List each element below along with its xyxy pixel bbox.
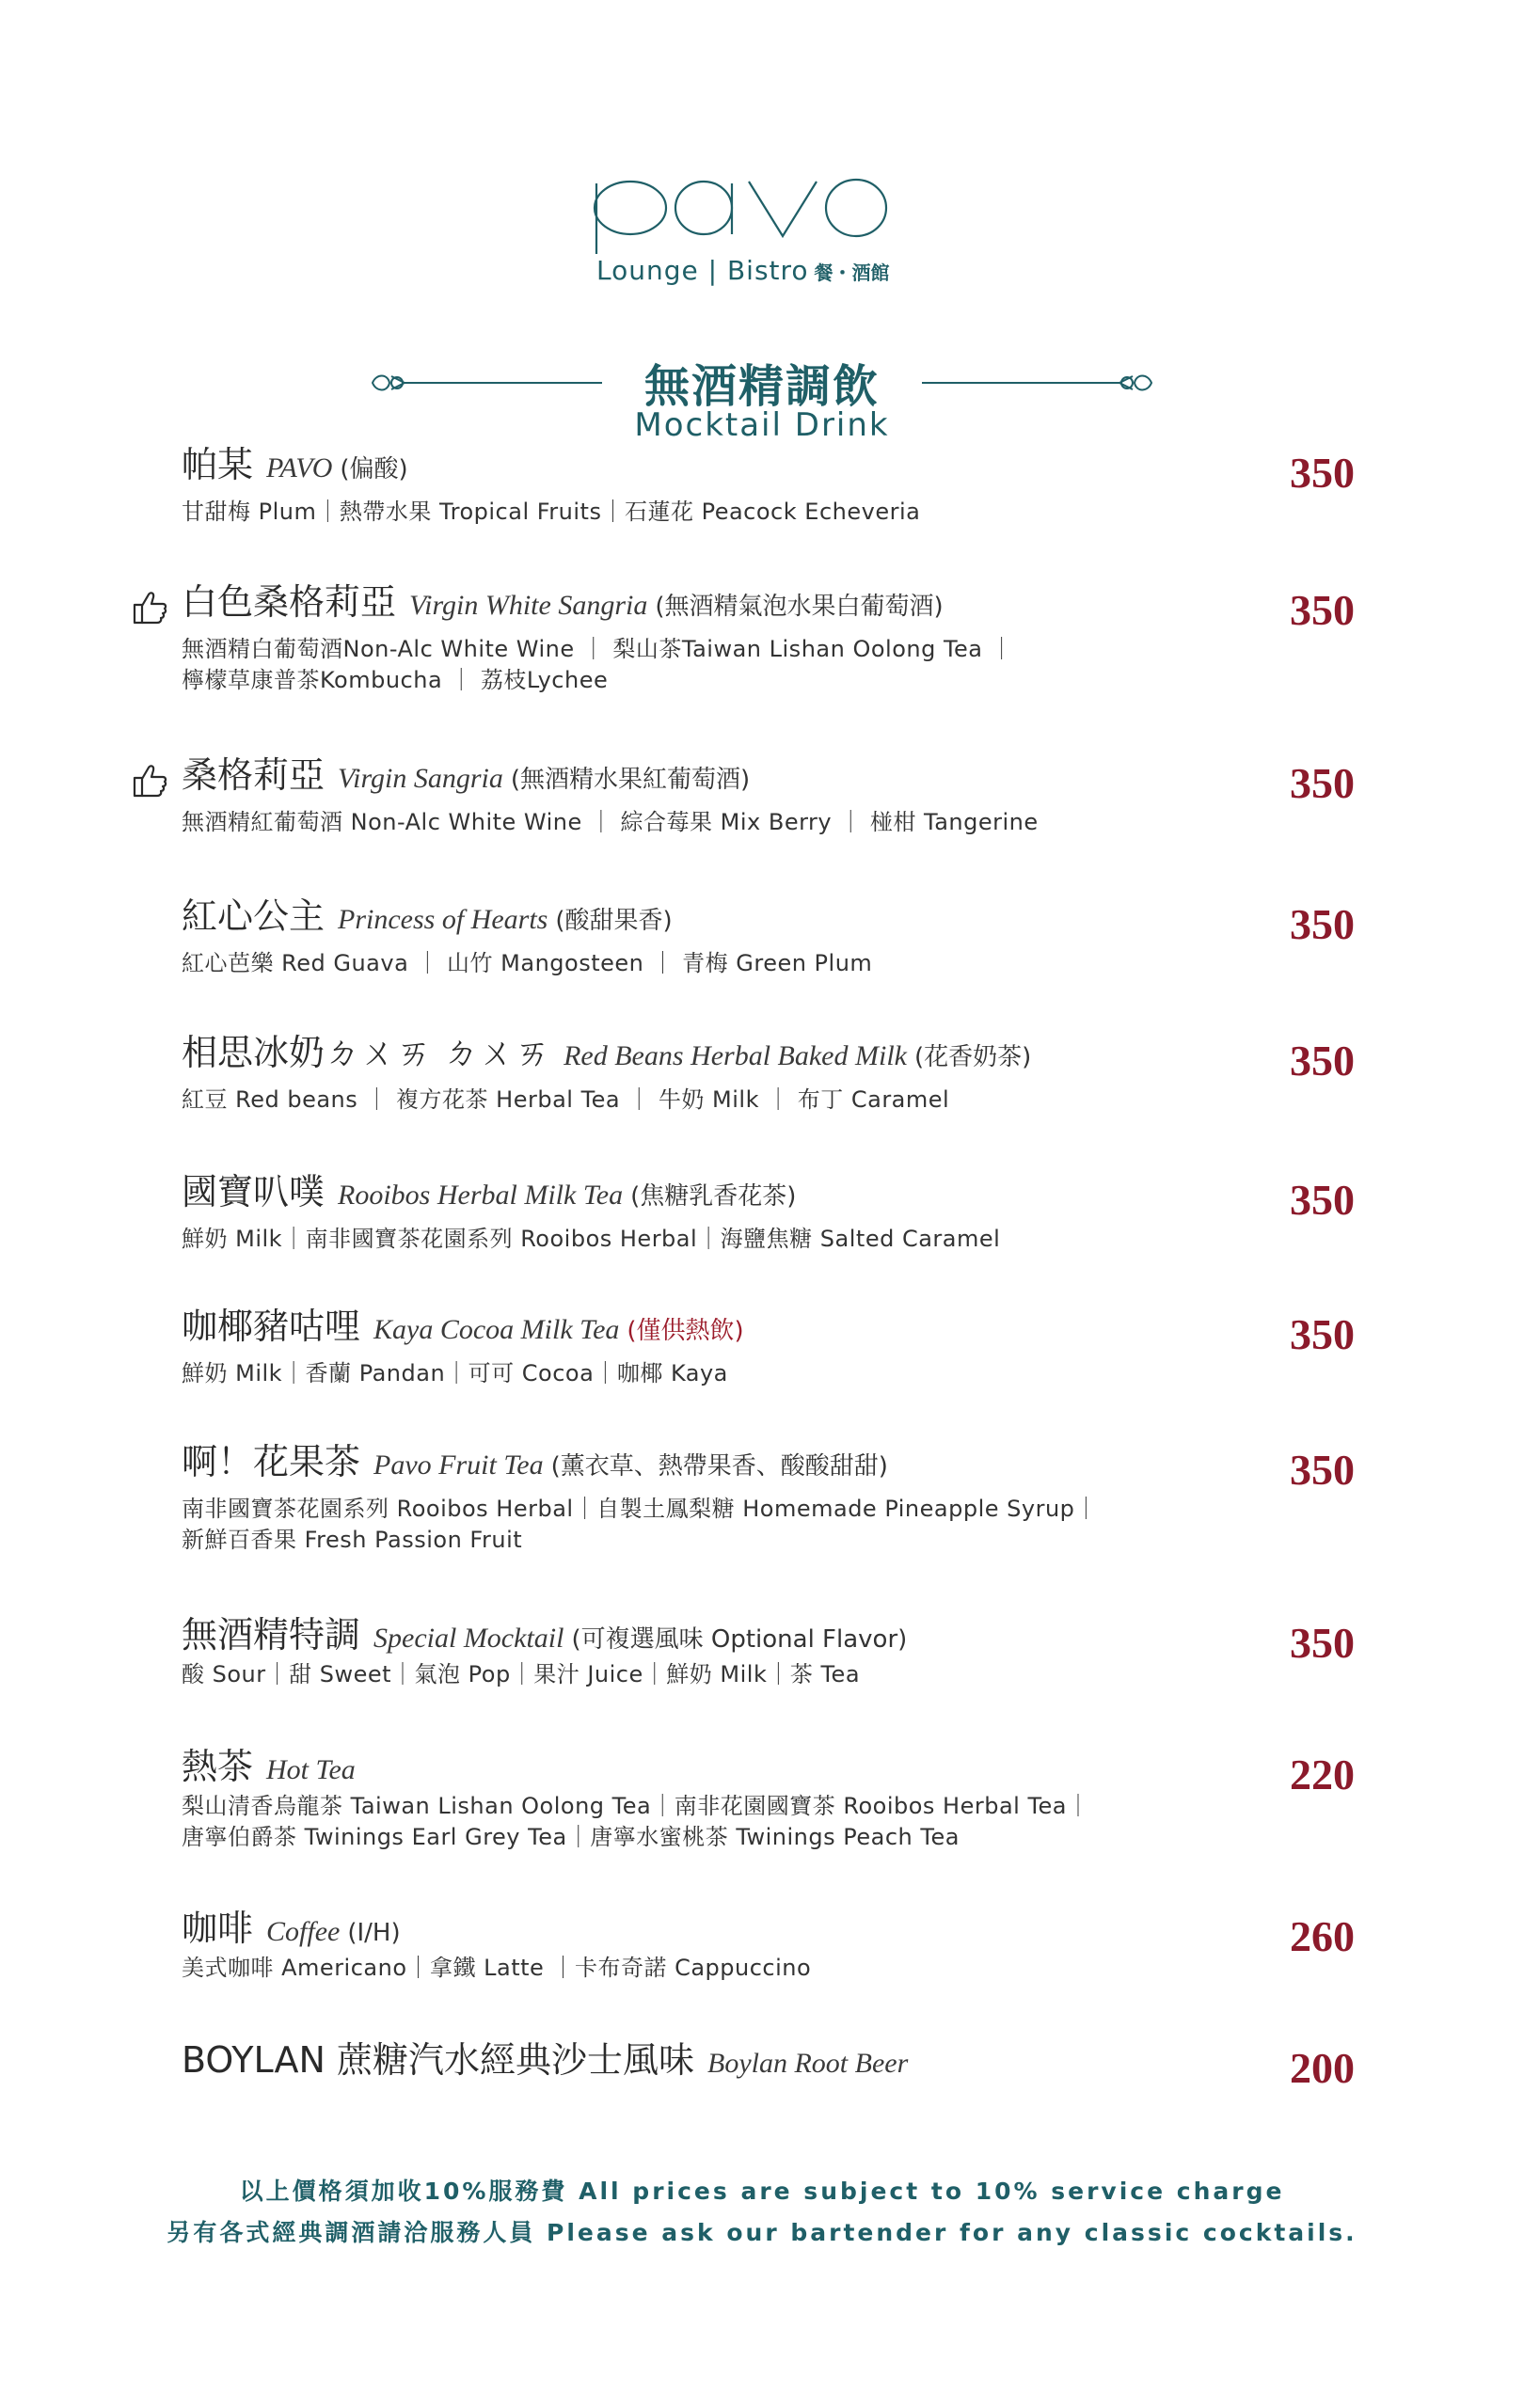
item-name-zh: 咖椰豬咕哩 bbox=[182, 1306, 361, 1347]
item-note: (偏酸) bbox=[340, 455, 408, 483]
item-description bbox=[182, 807, 1039, 838]
item-name-en: Virgin White Sangria bbox=[409, 590, 648, 621]
item-note: (可複選風味 Optional Flavor) bbox=[571, 1625, 908, 1654]
item-name-en: Special Mocktail bbox=[373, 1623, 564, 1654]
item-description bbox=[182, 1953, 811, 1984]
item-description bbox=[182, 948, 872, 979]
item-price: 350 bbox=[1290, 449, 1355, 497]
item-name-en: Kaya Cocoa Milk Tea bbox=[373, 1314, 620, 1345]
item-description-line: 新鮮百香果 Fresh Passion Fruit bbox=[182, 1527, 523, 1553]
item-name-zh: 紅心公主 bbox=[182, 895, 325, 937]
item-price: 200 bbox=[1290, 2044, 1355, 2092]
item-price: 350 bbox=[1290, 586, 1355, 634]
thumbs-up-icon bbox=[132, 762, 169, 800]
item-name bbox=[182, 1441, 888, 1487]
item-price: 350 bbox=[1290, 1619, 1355, 1667]
item-note: (I/H) bbox=[347, 1919, 401, 1947]
item-name bbox=[182, 1306, 744, 1352]
item-name-zh: 國寶叭噗 bbox=[182, 1171, 325, 1212]
thumbs-up-icon bbox=[132, 589, 169, 626]
item-name-zh: 白色桑格莉亞 bbox=[182, 581, 397, 623]
item-name-en: Hot Tea bbox=[266, 1754, 356, 1785]
item-name-en: Rooibos Herbal Milk Tea bbox=[338, 1180, 624, 1211]
item-description-line: 檸檬草康普茶Kombucha ｜ 荔枝Lychee bbox=[182, 667, 609, 693]
logo-subtitle-zh: 餐・酒館 bbox=[814, 261, 890, 284]
item-description-line: 鮮奶 Milk｜香蘭 Pandan｜可可 Cocoa｜咖椰 Kaya bbox=[182, 1360, 728, 1386]
item-description-line: 鮮奶 Milk｜南非國寶茶花園系列 Rooibos Herbal｜海鹽焦糖 Salted Caramel bbox=[182, 1226, 1001, 1252]
item-name-en: Princess of Hearts bbox=[338, 904, 548, 935]
item-name-zh: 啊！花果茶 bbox=[182, 1441, 361, 1482]
item-description bbox=[182, 1085, 949, 1116]
item-description bbox=[182, 1494, 1098, 1556]
item-description-line: 酸 Sour｜甜 Sweet｜氣泡 Pop｜果汁 Juice｜鮮奶 Milk｜茶 Tea bbox=[182, 1661, 861, 1687]
logo-subtitle-en: Lounge | Bistro bbox=[596, 255, 809, 286]
item-note: (花香奶茶) bbox=[913, 1043, 1032, 1071]
section-title-en: Mocktail Drink bbox=[634, 406, 890, 444]
pavo-wordmark bbox=[583, 165, 894, 259]
item-name bbox=[182, 581, 944, 627]
item-name-en: Pavo Fruit Tea bbox=[373, 1450, 544, 1481]
item-note: (無酒精氣泡水果白葡萄酒) bbox=[655, 593, 944, 621]
item-description bbox=[182, 497, 920, 528]
item-name-en: Boylan Root Beer bbox=[707, 2048, 909, 2079]
item-note: (酸甜果香) bbox=[555, 907, 673, 935]
item-price: 350 bbox=[1290, 1037, 1355, 1085]
item-price: 220 bbox=[1290, 1751, 1355, 1798]
item-note: (僅供熱飲) bbox=[627, 1317, 744, 1345]
item-name-en: Red Beans Herbal Baked Milk bbox=[564, 1040, 907, 1071]
item-name bbox=[182, 1032, 1031, 1078]
item-name-zh: 相思冰奶ㄉㄨㄞ ㄉㄨㄞ bbox=[182, 1032, 551, 1073]
service-charge-note: 以上價格須加收10%服務費 All prices are subject to 10% service charge bbox=[239, 2178, 1285, 2205]
item-name-zh: BOYLAN 蔗糖汽水經典沙士風味 bbox=[182, 2039, 694, 2081]
item-description bbox=[182, 1224, 1000, 1255]
section-title-zh: 無酒精調飲 bbox=[643, 360, 880, 413]
item-name-zh: 桑格莉亞 bbox=[182, 754, 325, 796]
item-name-zh: 帕某 bbox=[182, 444, 254, 485]
item-name-zh: 熱茶 bbox=[182, 1746, 254, 1787]
item-description-line: 甘甜梅 Plum｜熱帶水果 Tropical Fruits｜石蓮花 Peacock Echeveria bbox=[182, 499, 921, 525]
item-description-line: 無酒精白葡萄酒Non-Alc White Wine ｜ 梨山茶Taiwan Lishan Oolong Tea ｜ bbox=[182, 636, 1014, 662]
item-name bbox=[182, 1746, 363, 1792]
item-description-line: 南非國寶茶花園系列 Rooibos Herbal｜自製土鳳梨糖 Homemade Pineapple Syrup｜ bbox=[182, 1496, 1098, 1522]
item-price: 350 bbox=[1290, 1310, 1355, 1358]
item-description-line: 梨山清香烏龍茶 Taiwan Lishan Oolong Tea｜南非花園國寶茶 Rooibos Herbal Tea｜ bbox=[182, 1793, 1090, 1819]
item-note: (薰衣草、熱帶果香、酸酸甜甜) bbox=[550, 1452, 888, 1481]
item-name bbox=[182, 895, 673, 942]
item-name-en: PAVO bbox=[266, 452, 333, 483]
item-description bbox=[182, 634, 1013, 696]
item-description-line: 無酒精紅葡萄酒 Non-Alc White Wine ｜ 綜合莓果 Mix Berry ｜ 椪柑 Tangerine bbox=[182, 809, 1039, 835]
item-description-line: 唐寧伯爵茶 Twinings Earl Grey Tea｜唐寧水蜜桃茶 Twinings Peach Tea bbox=[182, 1824, 960, 1850]
item-description bbox=[182, 1791, 1090, 1853]
item-description-line: 紅心芭樂 Red Guava ｜ 山竹 Mangosteen ｜ 青梅 Green Plum bbox=[182, 950, 873, 976]
item-name-en: Virgin Sangria bbox=[338, 763, 503, 794]
item-note: (無酒精水果紅葡萄酒) bbox=[510, 766, 751, 794]
item-description bbox=[182, 1659, 860, 1690]
item-name bbox=[182, 754, 750, 800]
item-name bbox=[182, 1171, 796, 1217]
logo-subtitle bbox=[596, 255, 890, 286]
item-description-line: 美式咖啡 Americano｜拿鐵 Latte ｜卡布奇諾 Cappuccino bbox=[182, 1955, 812, 1981]
item-price: 350 bbox=[1290, 759, 1355, 807]
bartender-note: 另有各式經典調酒請洽服務人員 Please ask our bartender for any classic cocktails. bbox=[167, 2219, 1357, 2246]
item-price: 350 bbox=[1290, 1446, 1355, 1494]
item-name-en: Coffee bbox=[266, 1916, 341, 1947]
item-name bbox=[182, 444, 408, 490]
item-description-line: 紅豆 Red beans ｜ 複方花茶 Herbal Tea ｜ 牛奶 Milk ｜ 布丁 Caramel bbox=[182, 1086, 950, 1113]
item-price: 350 bbox=[1290, 900, 1355, 948]
item-price: 260 bbox=[1290, 1912, 1355, 1960]
item-name bbox=[182, 1908, 401, 1954]
brand-logo bbox=[583, 165, 941, 296]
item-name bbox=[182, 1614, 907, 1660]
item-name-zh: 無酒精特調 bbox=[182, 1614, 361, 1656]
section-header bbox=[0, 350, 1524, 453]
item-name-zh: 咖啡 bbox=[182, 1908, 254, 1949]
item-note: (焦糖乳香花茶) bbox=[630, 1182, 797, 1211]
item-description bbox=[182, 1358, 728, 1389]
item-name bbox=[182, 2039, 915, 2085]
item-price: 350 bbox=[1290, 1176, 1355, 1224]
